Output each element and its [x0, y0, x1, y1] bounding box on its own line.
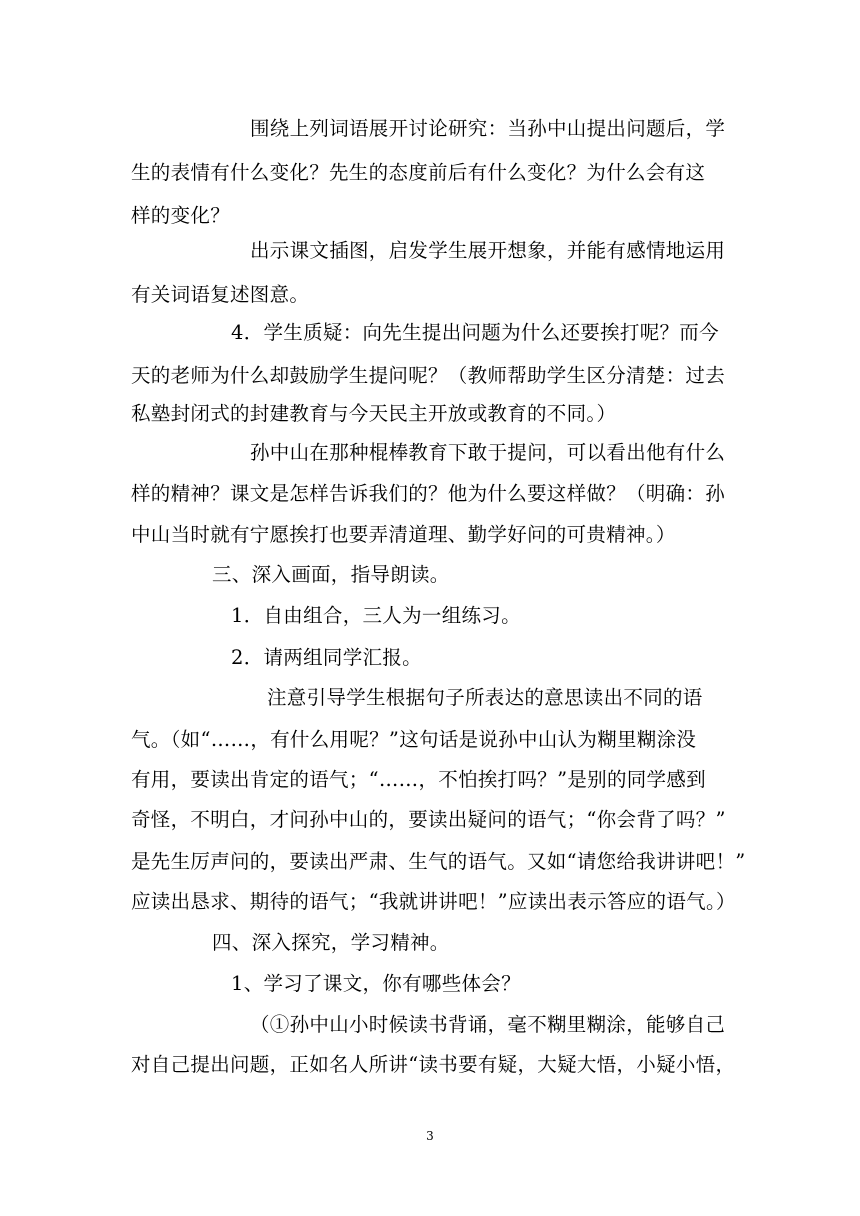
paragraph-line: 对自己提出问题，正如名人所讲“读书要有疑，大疑大悟，小疑小悟，: [131, 1053, 736, 1076]
paragraph-line: 围绕上列词语展开讨论研究：当孙中山提出问题后，学: [250, 117, 726, 140]
paragraph-line: 中山当时就有宁愿挨打也要弄清道理、勤学好问的可贵精神。）: [131, 523, 676, 546]
paragraph-line: 生的表情有什么变化？先生的态度前后有什么变化？为什么会有这: [131, 161, 706, 184]
paragraph-line: 气。（如“……，有什么用呢？”这句话是说孙中山认为糊里糊涂没: [131, 728, 697, 751]
paragraph-line: 是先生厉声问的，要读出严肃、生气的语气。又如“请您给我讲讲吧！”: [131, 850, 746, 873]
paragraph-line: 样的变化？: [131, 204, 231, 227]
list-item: 1．自由组合，三人为一组练习。: [231, 604, 521, 627]
paragraph-line: 4．学生质疑：向先生提出问题为什么还要挨打呢？而今: [231, 321, 719, 344]
paragraph-line: 私塾封闭式的封建教育与今天民主开放或教育的不同。）: [131, 402, 617, 425]
list-item: 1、学习了课文，你有哪些体会？: [231, 972, 521, 995]
paragraph-line: 有关词语复述图意。: [131, 283, 310, 306]
paragraph-line: 注意引导学生根据句子所表达的意思读出不同的语: [267, 686, 703, 709]
paragraph-line: 天的老师为什么却鼓励学生提问呢？（教师帮助学生区分清楚：过去: [131, 364, 726, 387]
paragraph-line: 奇怪，不明白，才问孙中山的，要读出疑问的语气；“你会背了吗？”: [131, 808, 726, 831]
section-heading: 四、深入探究，学习精神。: [212, 931, 450, 954]
paragraph-line: 孙中山在那种棍棒教育下敢于提问，可以看出他有什么: [250, 441, 726, 464]
paragraph-line: （①孙中山小时候读书背诵，毫不糊里糊涂，能够自己: [250, 1013, 726, 1036]
list-item: 2．请两组同学汇报。: [231, 646, 422, 669]
page-number: 3: [426, 1129, 434, 1143]
paragraph-line: 有用，要读出肯定的语气；“……，不怕挨打吗？”是别的同学感到: [131, 768, 706, 791]
section-heading: 三、深入画面，指导朗读。: [212, 563, 450, 586]
paragraph-line: 出示课文插图，启发学生展开想象，并能有感情地运用: [250, 239, 726, 262]
paragraph-line: 应读出恳求、期待的语气；“我就讲讲吧！”应读出表示答应的语气。）: [131, 890, 736, 913]
paragraph-line: 样的精神？课文是怎样告诉我们的？他为什么要这样做？（明确：孙: [131, 482, 726, 505]
